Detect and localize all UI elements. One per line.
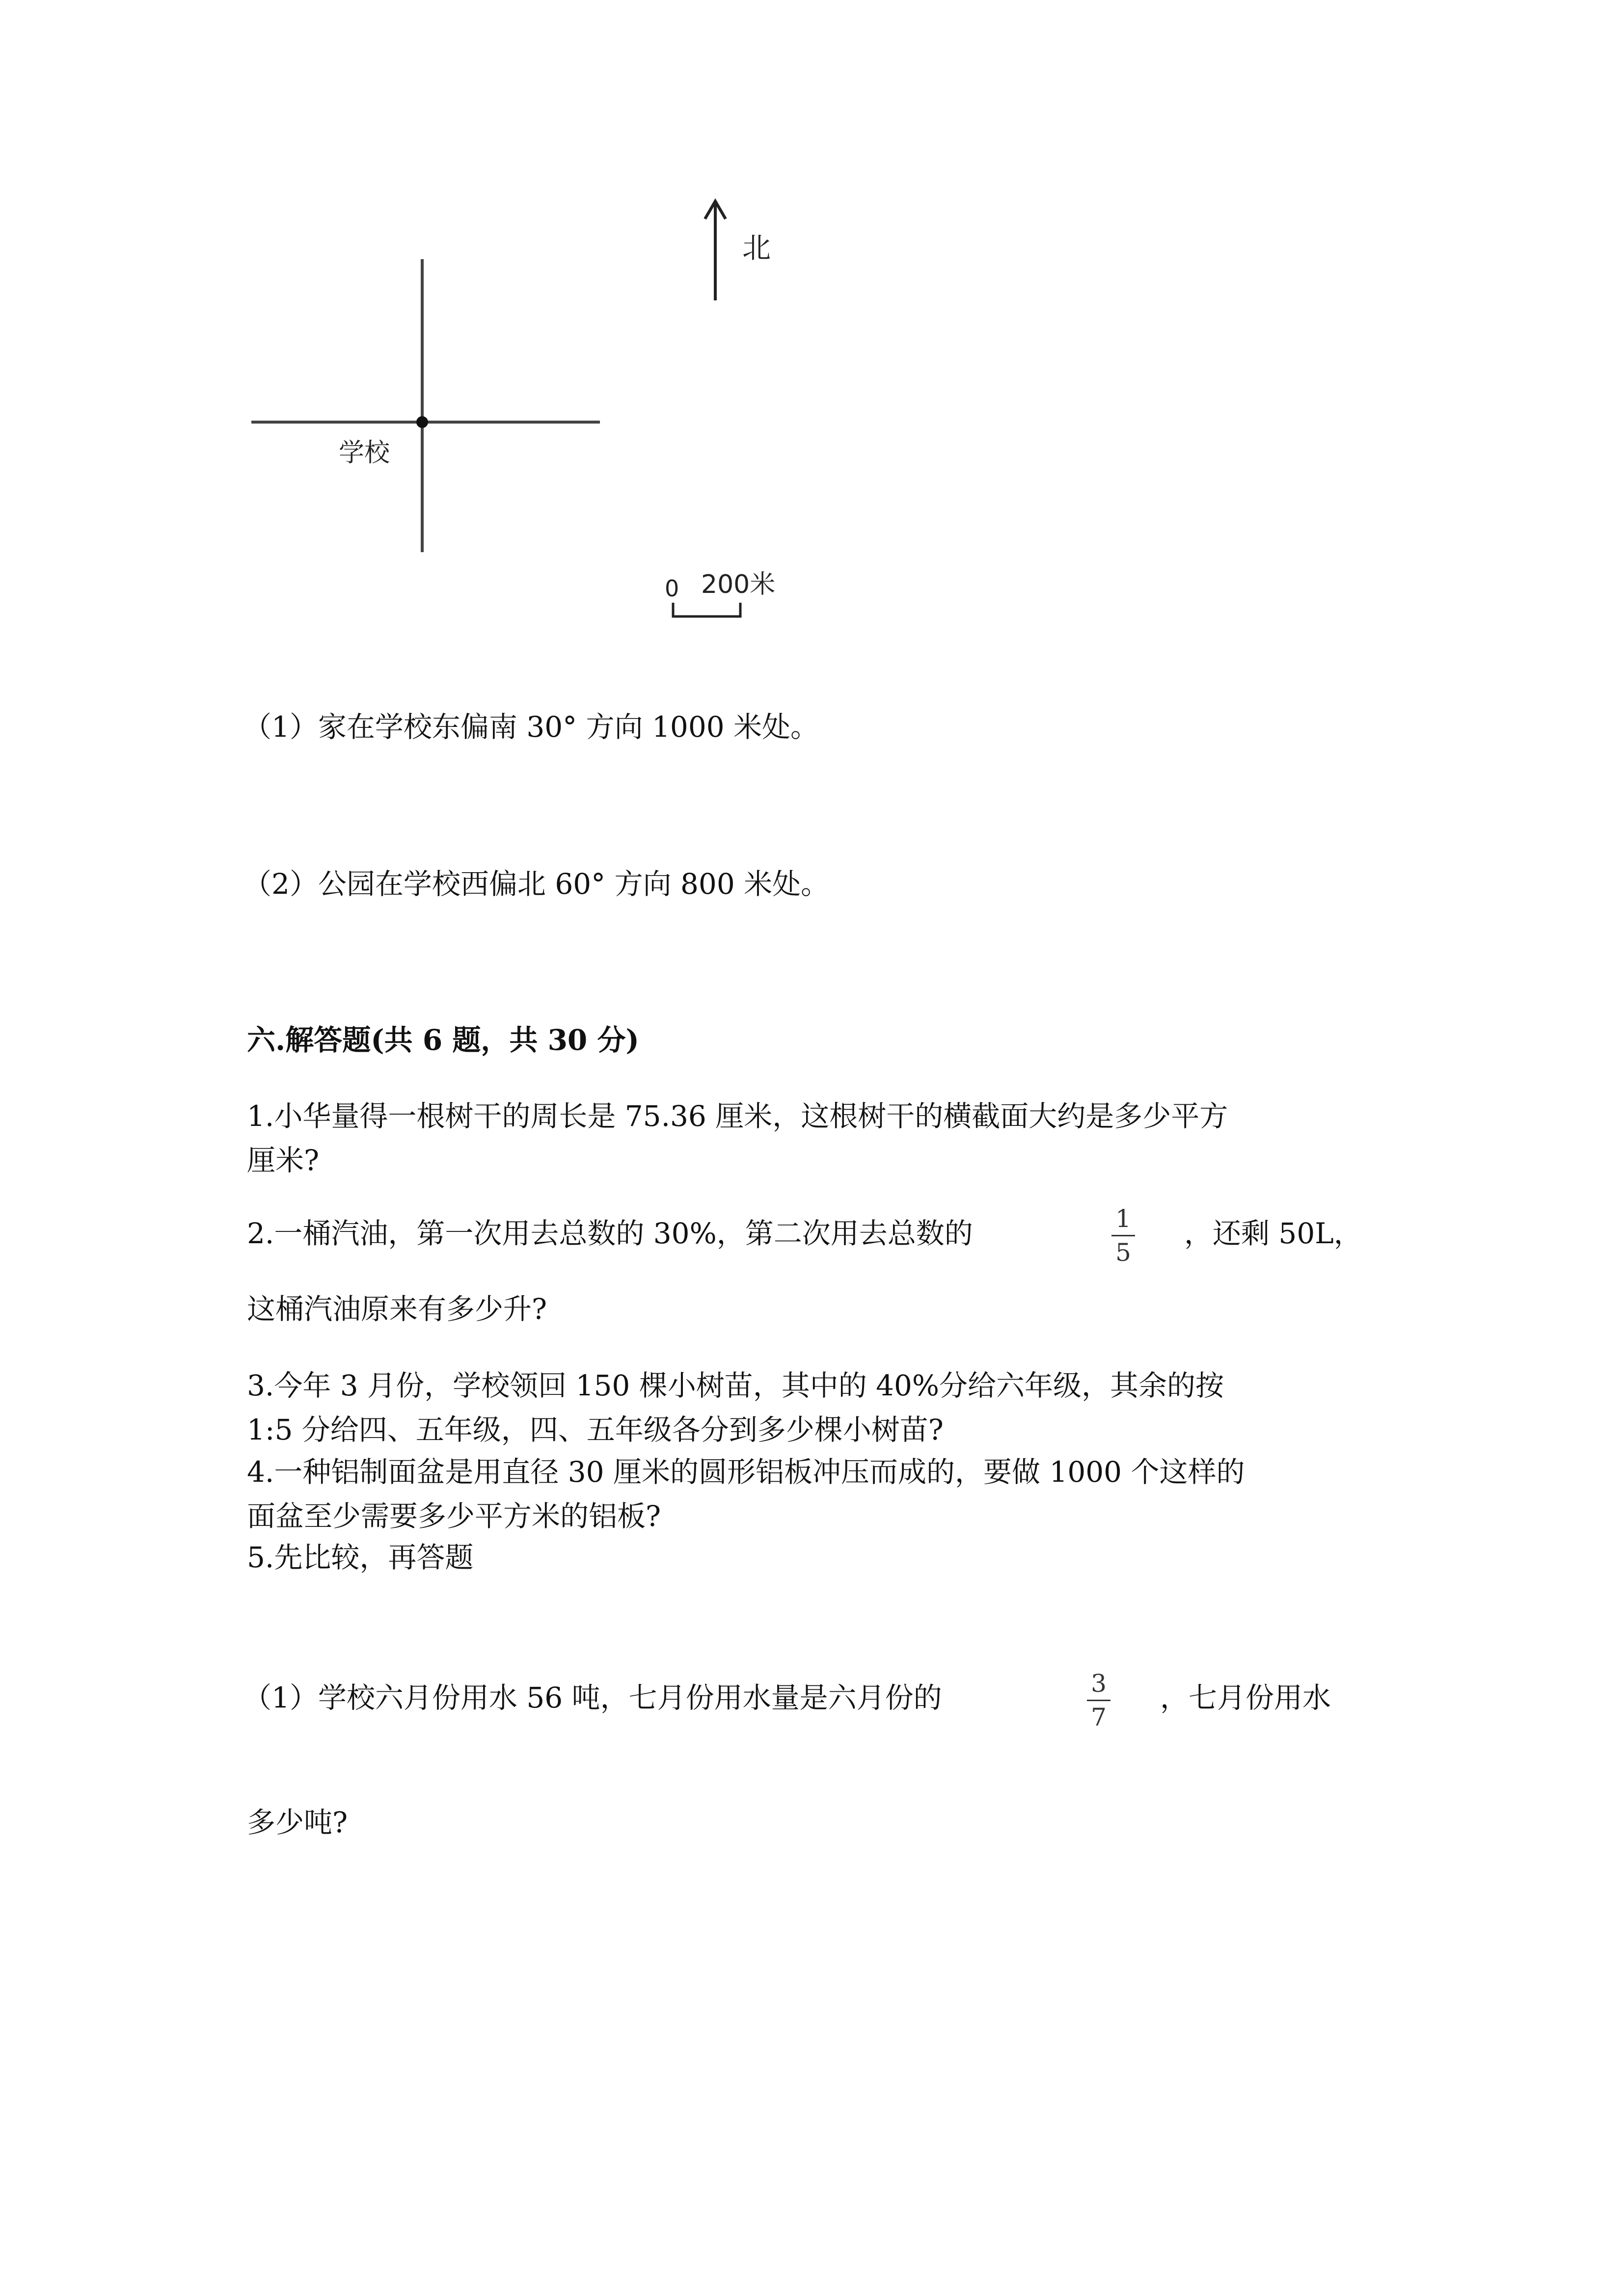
section5-q2: （2）公园在学校西偏北 60° 方向 800 米处。	[243, 867, 830, 901]
problem2-fraction	[1109, 1206, 1138, 1265]
problem5-q1-line1: （1）学校六月份用水 56 吨，七月份用水量是六月份的	[243, 1681, 942, 1714]
scale-label: 200米	[701, 570, 776, 599]
problem5-q1-fraction	[1084, 1671, 1113, 1730]
problem1-line2: 厘米?	[247, 1144, 320, 1177]
problem5-q1-after-fraction: ，七月份用水	[1160, 1681, 1331, 1714]
fraction-numerator: 1	[1115, 1204, 1131, 1233]
school-point	[416, 416, 428, 428]
problem2-line1: 2.一桶汽油，第一次用去总数的 30%，第二次用去总数的	[247, 1217, 973, 1250]
section6-title: 六.解答题(共 6 题，共 30 分)	[247, 1023, 639, 1057]
problem3-line1: 3.今年 3 月份，学校领回 150 棵小树苗，其中的 40%分给六年级，其余的按	[247, 1369, 1224, 1402]
problem5-q1-line2: 多少吨?	[247, 1806, 348, 1839]
section5-q1: （1）家在学校东偏南 30° 方向 1000 米处。	[243, 710, 819, 744]
fraction-numerator: 3	[1091, 1669, 1107, 1698]
problem2-line2: 这桶汽油原来有多少升?	[247, 1292, 547, 1326]
problem3-line2: 1:5 分给四、五年级，四、五年级各分到多少棵小树苗?	[247, 1413, 944, 1446]
problem1-line1: 1.小华量得一根树干的周长是 75.36 厘米，这根树干的横截面大约是多少平方	[247, 1099, 1228, 1133]
problem2-after-fraction: ，还剩 50L，	[1184, 1217, 1362, 1250]
fraction-denominator: 5	[1115, 1238, 1131, 1267]
north-label: 北	[742, 231, 771, 265]
problem4-line1: 4.一种铝制面盆是用直径 30 厘米的圆形铝板冲压而成的，要做 1000 个这样的	[247, 1455, 1245, 1489]
fraction-denominator: 7	[1091, 1703, 1107, 1732]
fraction-bar	[1111, 1235, 1135, 1236]
problem4-line2: 面盆至少需要多少平方米的铝板?	[247, 1499, 661, 1533]
fraction-bar	[1087, 1700, 1110, 1701]
school-label: 学校	[339, 438, 390, 468]
direction-figure	[0, 0, 1624, 667]
scale-zero: 0	[665, 575, 679, 602]
problem5-title: 5.先比较，再答题	[247, 1541, 474, 1574]
scale-bar	[673, 603, 740, 616]
